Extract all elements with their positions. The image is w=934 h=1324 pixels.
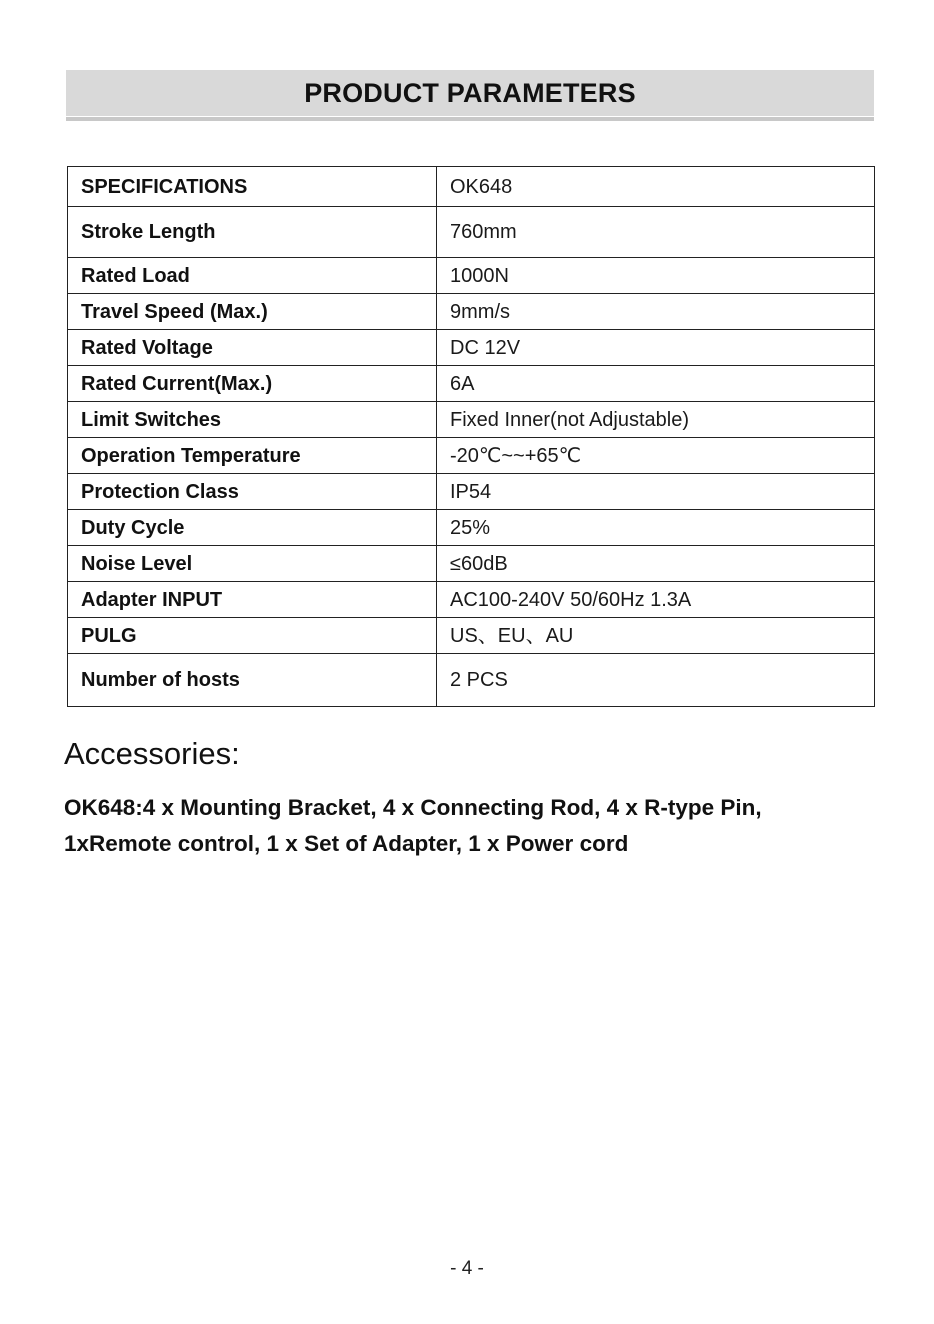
spec-value: 760mm [437,207,875,258]
spec-value: ≤60dB [437,546,875,582]
table-row [68,402,875,438]
spec-label: Noise Level [68,546,437,582]
spec-label: Rated Voltage [68,330,437,366]
spec-label: Adapter INPUT [68,582,437,618]
spec-value: 2 PCS [437,654,875,707]
page-header [66,70,874,116]
spec-value: OK648 [437,167,875,207]
table-row [68,330,875,366]
table-row [68,258,875,294]
table-row [68,167,875,207]
spec-label: Rated Current(Max.) [68,366,437,402]
spec-value: 25% [437,510,875,546]
spec-label: Protection Class [68,474,437,510]
table-row [68,294,875,330]
spec-label: SPECIFICATIONS [68,167,437,207]
table-row [68,654,875,707]
spec-value: US、EU、AU [437,618,875,654]
table-row [68,366,875,402]
table-row [68,510,875,546]
spec-label: PULG [68,618,437,654]
accessories-list [64,790,864,862]
spec-value: 9mm/s [437,294,875,330]
spec-label: Duty Cycle [68,510,437,546]
table-row [68,546,875,582]
spec-value: -20℃~~+65℃ [437,438,875,474]
page-number: - 4 - [450,1258,484,1279]
accessories-line: 1xRemote control, 1 x Set of Adapter, 1 x Power cord [64,831,629,856]
page-title: PRODUCT PARAMETERS [304,77,636,108]
accessories-line: OK648:4 x Mounting Bracket, 4 x Connecting Rod, 4 x R-type Pin, [64,795,762,820]
table-row [68,207,875,258]
spec-value: DC 12V [437,330,875,366]
spec-table [67,166,875,707]
spec-value: 6A [437,366,875,402]
spec-label: Travel Speed (Max.) [68,294,437,330]
spec-value: Fixed Inner(not Adjustable) [437,402,875,438]
spec-value: IP54 [437,474,875,510]
spec-label: Operation Temperature [68,438,437,474]
spec-label: Rated Load [68,258,437,294]
table-row [68,474,875,510]
table-row [68,582,875,618]
accessories-heading: Accessories: [64,736,240,771]
table-row [68,438,875,474]
table-row [68,618,875,654]
header-divider [66,117,874,121]
spec-value: 1000N [437,258,875,294]
spec-label: Stroke Length [68,207,437,258]
spec-label: Limit Switches [68,402,437,438]
spec-value: AC100-240V 50/60Hz 1.3A [437,582,875,618]
spec-label: Number of hosts [68,654,437,707]
